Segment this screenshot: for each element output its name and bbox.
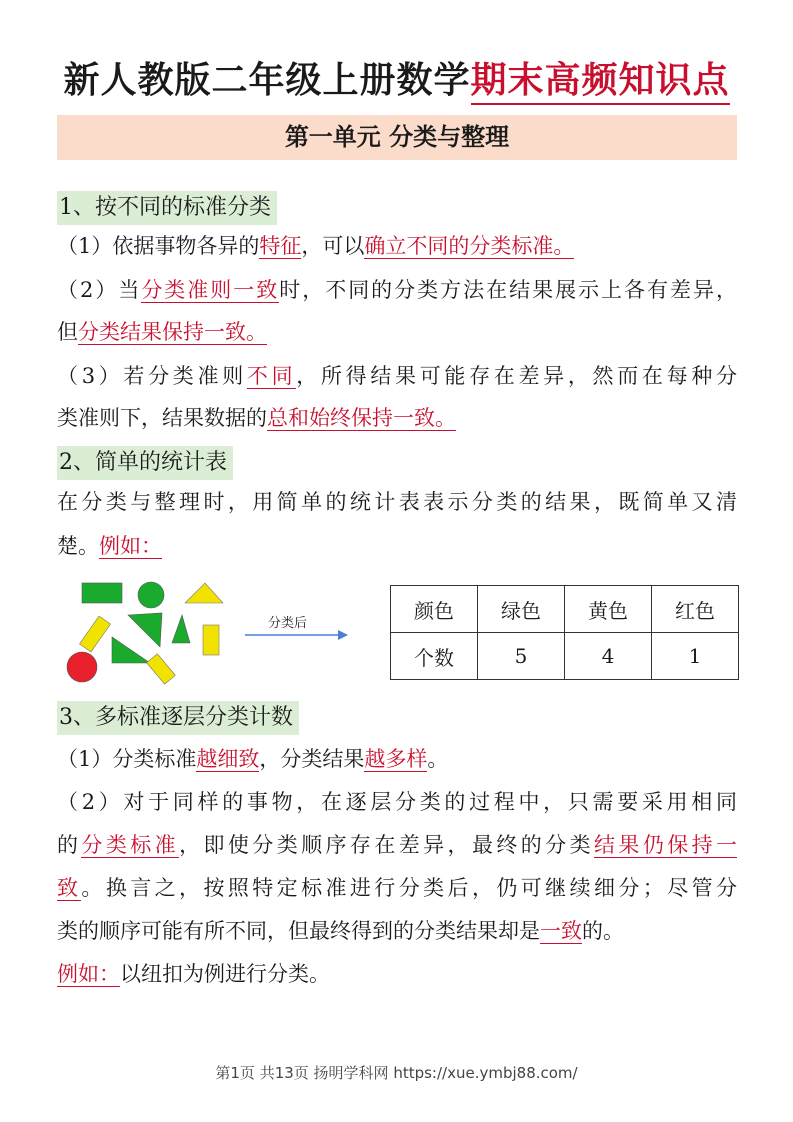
section1-heading: 1、按不同的标准分类: [57, 191, 277, 225]
yellow-slab: [147, 654, 176, 684]
section3-heading: 3、多标准逐层分类计数: [57, 701, 299, 735]
highlight: 确立不同的分类标准。: [364, 234, 575, 258]
highlight: 结果仍保持一: [594, 833, 738, 857]
text: 类的顺序可能有所不同，但最终得到的分类结果却是: [57, 919, 540, 943]
highlight: 分类结果保持一致。: [78, 320, 267, 344]
highlight: 特征: [259, 234, 302, 258]
yellow-bar: [80, 616, 111, 652]
s3-p2-line4: [57, 916, 737, 946]
highlight: 越细致: [196, 747, 260, 771]
s1-p2-line1: [57, 275, 737, 305]
highlight: 致: [57, 876, 82, 900]
table-cell: 5: [478, 633, 565, 680]
highlight: 例如：: [57, 962, 120, 986]
title-highlight: 期末高频知识点: [471, 60, 730, 105]
arrow-label: 分类后: [268, 616, 308, 631]
highlight: 不同: [246, 364, 297, 388]
table-cell: 个数: [391, 633, 478, 680]
yellow-triangle: [185, 583, 223, 603]
text: 。换言之，按照特定标准进行分类后，仍可继续细分；尽管分: [81, 876, 738, 900]
table-cell: 4: [565, 633, 652, 680]
highlight: 一致: [540, 919, 582, 943]
table-cell: 颜色: [391, 586, 478, 633]
table-cell: 红色: [652, 586, 739, 633]
page-footer: 第1页 共13页 扬明学科网 https://xue.ymbj88.com/: [215, 1064, 578, 1082]
text: 以纽扣为例进行分类。: [120, 962, 330, 986]
stats-table: [390, 585, 739, 680]
text: 。: [427, 747, 449, 771]
highlight: 越多样: [364, 747, 428, 771]
text: 的。: [582, 919, 624, 943]
page-title: [0, 52, 793, 103]
s1-p1: [57, 231, 737, 261]
table-cell: 黄色: [565, 586, 652, 633]
s1-p3-line1: [57, 361, 737, 391]
table-cell: 绿色: [478, 586, 565, 633]
text: 的: [57, 833, 82, 857]
s3-p2-line3: [57, 873, 737, 903]
highlight: 例如：: [99, 534, 162, 558]
s3-p1: [57, 744, 737, 774]
s1-p3-line2: [57, 403, 737, 433]
text: 时，不同的分类方法在结果展示上各有差异，: [279, 278, 737, 302]
text: （3）若分类准则: [57, 364, 247, 388]
text: 楚。: [57, 534, 99, 558]
title-main: 新人教版二年级上册数学: [63, 60, 471, 101]
yellow-rectangle: [203, 625, 219, 655]
text: ，即使分类顺序存在差异，最终的分类: [179, 833, 594, 857]
highlight: 总和始终保持一致。: [267, 406, 456, 430]
s3-p2-line2: [57, 830, 737, 860]
arrow-head-icon: [338, 630, 348, 640]
text: （1）分类标准: [57, 747, 197, 771]
text: （1）依据事物各异的: [57, 234, 260, 258]
green-quad: [128, 613, 162, 647]
text: ，分类结果: [259, 747, 365, 771]
table-row: [391, 633, 739, 680]
text: ，所得结果可能存在差异，然而在每种分: [296, 364, 738, 388]
table-cell: 1: [652, 633, 739, 680]
green-small-triangle: [172, 615, 190, 643]
red-circle: [67, 652, 97, 682]
highlight: 分类标准: [81, 833, 180, 857]
text: ，可以: [301, 234, 365, 258]
green-rectangle: [82, 583, 122, 603]
s3-example: [57, 959, 737, 989]
text: 类准则下，结果数据的: [57, 406, 267, 430]
section2-heading: 2、简单的统计表: [57, 446, 233, 480]
green-circle: [138, 582, 164, 608]
s3-p2-line1: （2）对于同样的事物，在逐层分类的过程中，只需要采用相同: [57, 790, 737, 814]
s2-line2: [57, 531, 737, 561]
s1-p2-line2: [57, 317, 737, 347]
text: （2）当: [57, 278, 142, 302]
highlight: 分类准则一致: [141, 278, 280, 302]
text: 但: [57, 320, 78, 344]
unit-title: 第一单元 分类与整理: [57, 115, 737, 160]
s2-line1: 在分类与整理时，用简单的统计表表示分类的结果，既简单又清: [57, 490, 737, 514]
table-row: [391, 586, 739, 633]
green-right-triangle: [112, 637, 150, 663]
